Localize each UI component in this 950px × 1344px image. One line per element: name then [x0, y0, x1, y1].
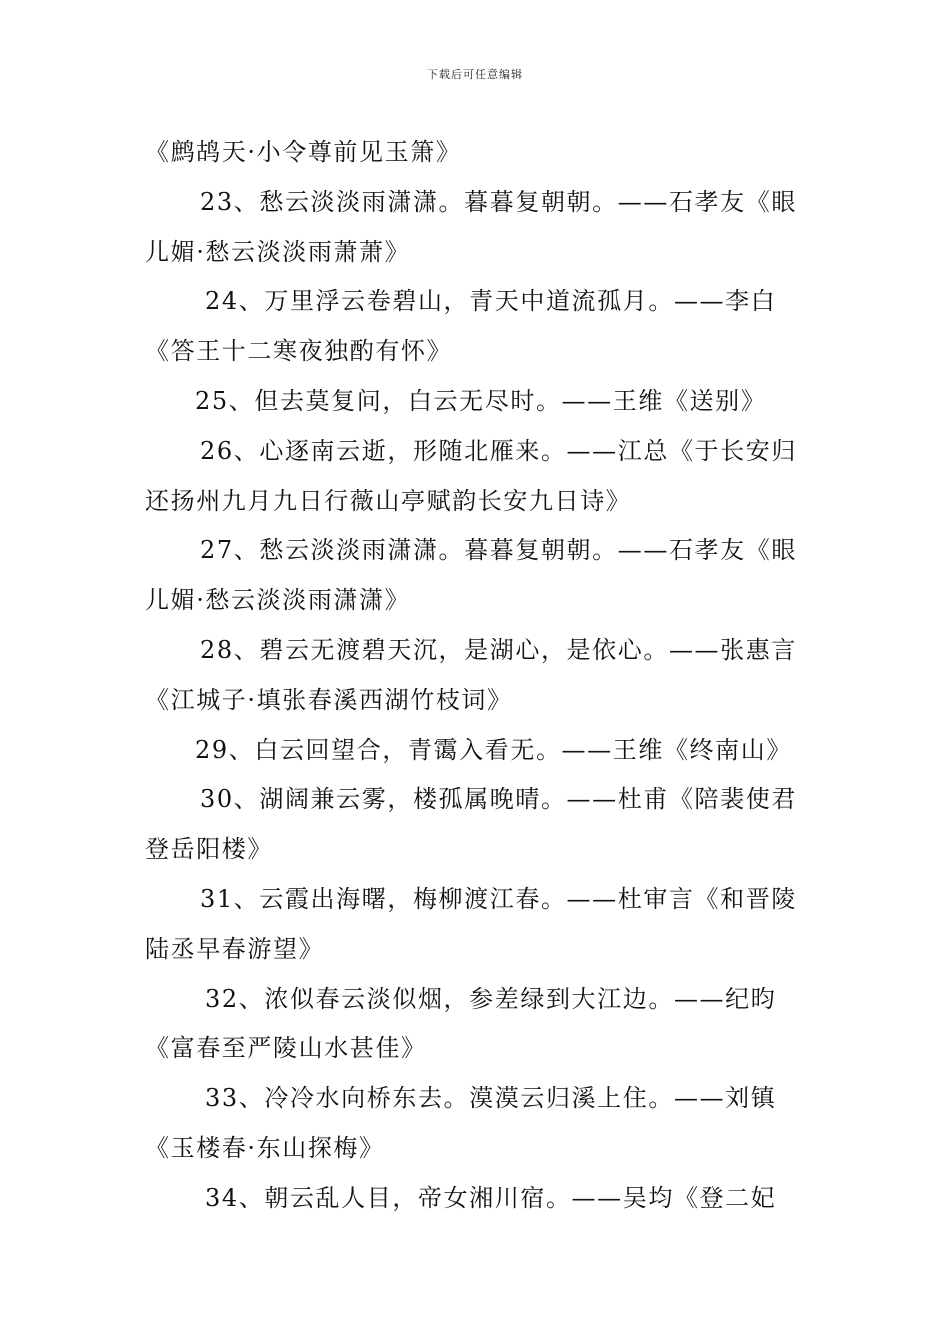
text-line: 32、浓似春云淡似烟，参差绿到大江边。——纪昀	[205, 984, 777, 1013]
text-line: 24、万里浮云卷碧山，青天中道流孤月。——李白	[205, 287, 777, 316]
text-line: 《江城子·填张春溪西湖竹枝词》	[145, 685, 513, 714]
text-line: 30、湖阔兼云雾，楼孤属晚晴。——杜甫《陪裴使君	[200, 785, 797, 814]
text-line: 23、愁云淡淡雨潇潇。暮暮复朝朝。——石孝友《眼	[200, 187, 797, 216]
text-line: 28、碧云无渡碧天沉，是湖心，是依心。——张惠言	[200, 635, 797, 664]
text-line: 25、但去莫复问，白云无尽时。——王维《送别》	[195, 386, 767, 415]
text-line: 26、心逐南云逝，形随北雁来。——江总《于长安归	[200, 436, 797, 465]
text-line: 陆丞早春游望》	[145, 934, 325, 963]
text-line: 儿媚·愁云淡淡雨萧萧》	[145, 237, 411, 266]
text-line: 《玉楼春·东山探梅》	[145, 1133, 385, 1162]
text-line: 34、朝云乱人目，帝女湘川宿。——吴均《登二妃	[205, 1183, 777, 1212]
text-line: 《鹧鸪天·小令尊前见玉箫》	[145, 138, 462, 166]
text-line: 《富春至严陵山水甚佳》	[145, 1034, 427, 1063]
text-line: 还扬州九月九日行薇山亭赋韵长安九日诗》	[145, 486, 632, 515]
text-line: 31、云霞出海曙，梅柳渡江春。——杜审言《和晋陵	[200, 884, 797, 913]
text-line: 儿媚·愁云淡淡雨潇潇》	[145, 586, 411, 615]
document-body	[145, 128, 810, 1224]
page-header: 下载后可任意编辑	[427, 68, 523, 81]
text-line: 29、白云回望合，青霭入看无。——王维《终南山》	[195, 735, 792, 764]
text-line: 27、愁云淡淡雨潇潇。暮暮复朝朝。——石孝友《眼	[200, 536, 797, 565]
text-line: 登岳阳楼》	[145, 835, 273, 864]
text-line: 《答王十二寒夜独酌有怀》	[145, 337, 453, 366]
text-line: 33、冷冷水向桥东去。漠漠云归溪上住。——刘镇	[205, 1084, 777, 1113]
